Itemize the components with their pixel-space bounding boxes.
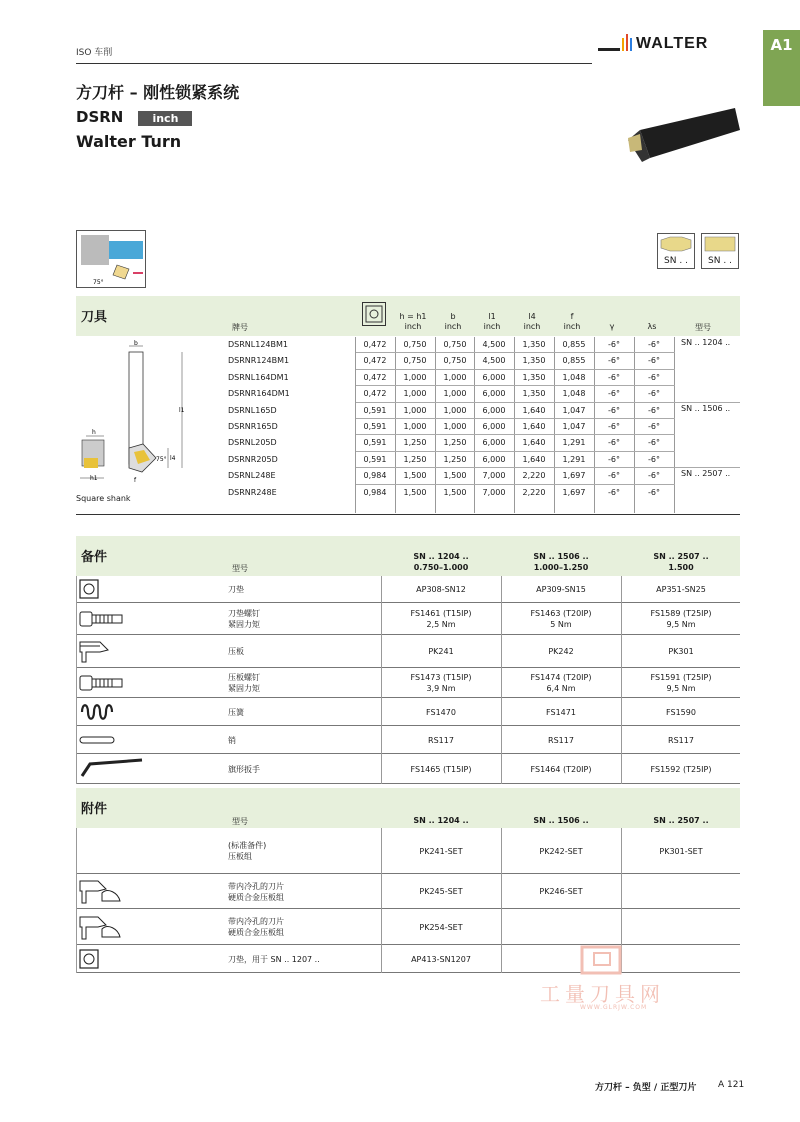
product-family: Walter Turn [76,132,182,151]
part-number-cell: FS1589 (T25IP) 9,5 Nm [650,609,712,629]
clamp-icon-cell [76,635,150,667]
table-row [228,468,731,484]
insert-type-cell: SN .. 1506 .. [681,403,731,413]
spare-part-row [76,668,740,698]
value-cell: 7,000 [482,487,506,497]
part-number-cell: RS117 [668,735,694,745]
svg-text:l4: l4 [170,455,176,462]
col-header-gamma: γ [609,322,615,331]
part-number-cell: RS117 [548,735,574,745]
value-cell: 1,250 [443,454,467,464]
icon-column-divider [76,828,77,973]
insert-icon-label: SN . . [664,256,688,266]
value-cell: -6° [608,405,620,415]
value-cell: 1,350 [522,340,546,349]
drawing-caption: Square shank [76,494,131,503]
value-cell: 0,984 [363,471,387,481]
value-cell: 1,250 [443,438,467,448]
value-cell: -6° [608,487,620,497]
value-cell: 1,500 [403,487,427,497]
table-row [228,419,740,435]
spare-part-row [76,698,740,726]
part-label: 带内冷孔的刀片 硬质合金压板组 [228,881,284,902]
spring-icon-cell [76,698,150,725]
tool-section-label: 刀具 [81,310,108,325]
part-number-cell: FS1463 (T20IP) 5 Nm [530,609,592,629]
table-row [228,370,674,386]
spare-part-row [76,603,740,635]
value-cell: 1,000 [403,372,427,382]
accessories-col-2: SN .. 1506 .. [533,816,589,825]
value-cell: 0,591 [363,405,387,415]
part-number-cell: PK301 [668,647,694,656]
accessory-row [76,945,740,973]
value-cell: 0,750 [443,356,467,366]
clamp-set-icon [78,913,124,941]
value-cell: 1,048 [562,372,586,382]
table-row [228,452,740,468]
col-header-grade: 牌号 [232,323,248,332]
spare-parts-col-2: SN .. 1506 .. 1.000–1.250 [533,552,589,572]
value-cell: 1,697 [562,487,586,497]
value-cell: -6° [648,372,660,382]
drawing-angle: 75° [156,456,167,463]
part-label: 刀垫螺钉 紧固力矩 [228,609,260,629]
part-number-cell: FS1465 (T15IP) [410,764,472,774]
spare-part-row [76,635,740,668]
value-cell: 0,984 [363,487,387,497]
grade-cell: DSRNR124BM1 [228,356,290,366]
part-label: 压板 [228,647,244,656]
accessories-col-1: SN .. 1204 .. [413,816,469,825]
value-cell: 0,472 [363,389,387,399]
column-divider [381,576,382,784]
spare-part-row [76,726,740,754]
tool-dimension-drawing [76,340,224,490]
insert-icon-2 [701,233,739,269]
value-cell: 0,591 [363,454,387,464]
accessories-body [76,828,740,973]
value-cell: 0,472 [363,372,387,382]
value-cell: -6° [648,487,660,497]
value-cell: 1,350 [522,389,546,399]
part-number-cell: AP309-SN15 [536,585,586,594]
column-divider [501,828,502,973]
tool-table-headers [228,310,740,336]
grade-cell: DSRNL248E [228,471,276,481]
accessory-row [76,874,740,909]
watermark-logo [580,945,624,975]
value-cell: 1,000 [403,405,427,415]
spare-parts-section-label: 备件 [81,550,108,565]
value-cell: 1,640 [522,454,546,464]
col-header-l4: l4 inch [523,312,541,331]
table-row [228,485,740,501]
col-header-f: f inch [563,312,581,331]
value-cell: -6° [608,356,620,366]
col-header-b: b inch [444,312,462,331]
unit-badge: inch [138,111,192,126]
spare-parts-type-label: 型号 [232,564,248,573]
value-cell: 1,500 [443,487,467,497]
screw-icon-cell [76,668,150,697]
clamp-icon [78,638,114,664]
value-cell: 1,048 [562,389,586,399]
accessories-section-label: 附件 [81,802,108,817]
part-number-cell: FS1473 (T15IP) 3,9 Nm [410,673,472,693]
value-cell: 6,000 [482,405,506,415]
value-cell: -6° [648,356,660,366]
part-label: 压板螺钉 紧固力矩 [228,673,260,693]
shim-icon [78,948,100,970]
part-number-cell: PK246-SET [539,887,583,896]
part-number-cell: AP351-SN25 [656,585,706,594]
tool-photo [620,100,745,175]
screw-icon-cell [76,603,150,634]
part-label: 压簧 [228,707,244,717]
watermark-text: 工量刀具网 [540,982,665,1006]
tool-drawing [76,340,224,503]
grade-cell: DSRNL165D [228,405,277,415]
value-cell: 0,591 [363,422,387,431]
insert-type-cell: SN .. 1204 .. [681,338,731,347]
col-header-l1: l1 inch [483,312,501,331]
grade-cell: DSRNR165D [228,422,278,431]
value-cell: 6,000 [482,389,506,399]
value-cell: 1,500 [403,471,427,481]
value-cell: 0,855 [562,340,586,349]
watermark-url: WWW.GLRJW.COM [580,1004,648,1011]
value-cell: 1,250 [403,438,427,448]
value-cell: -6° [608,372,620,382]
grade-cell: DSRNL205D [228,438,277,448]
value-cell: 0,750 [403,356,427,366]
insert-icon-1 [657,233,695,269]
value-cell: -6° [648,438,660,448]
pin-icon [78,734,118,746]
spare-parts-col-3: SN .. 2507 .. 1.500 [653,552,709,572]
value-cell: 1,500 [443,471,467,481]
value-cell: -6° [608,471,620,481]
accessories-header-band [76,788,740,828]
value-cell: 1,697 [562,471,586,481]
wrench-icon-cell [76,754,150,783]
walter-logo-text: WALTER [636,35,709,52]
part-number-cell: PK242 [548,647,574,656]
tool-table-bottom-rule [76,514,740,515]
value-cell: -6° [608,422,620,431]
spare-parts-header-band [76,536,740,576]
value-cell: 0,750 [403,340,427,349]
pin-icon-cell [76,726,150,753]
value-cell: -6° [648,422,660,431]
column-divider [501,576,502,784]
part-number-cell: FS1590 [666,707,696,717]
part-number-cell: FS1470 [426,707,456,717]
value-cell: 0,472 [363,340,387,349]
part-number-cell: FS1471 [546,707,576,717]
value-cell: 6,000 [482,422,506,431]
value-cell: 1,350 [522,372,546,382]
value-cell: 2,220 [522,471,546,481]
page-number: A 121 [718,1080,745,1090]
value-cell: 0,472 [363,356,387,366]
product-code-line [76,107,192,126]
table-row [228,337,731,353]
insert-shape-icon [658,234,694,252]
value-cell: -6° [608,438,620,448]
turning-diagram [77,231,145,287]
section-label: ISO 车削 [76,48,113,58]
part-number-cell: PK241 [428,647,454,656]
walter-logo [598,34,740,56]
chapter-tab: A1 [763,30,800,106]
value-cell: 1,291 [562,438,586,448]
clamp-set-icon [78,877,124,905]
column-divider [621,576,622,784]
grade-cell: DSRNR248E [228,487,277,497]
value-cell: 6,000 [482,454,506,464]
diagram-angle: 75° [93,279,104,286]
value-cell: 1,000 [403,422,427,431]
spring-icon [78,701,118,723]
tool-table-body [228,337,740,515]
value-cell: 6,000 [482,438,506,448]
application-diagram [76,230,146,288]
value-cell: 1,291 [562,454,586,464]
spare-part-row [76,754,740,784]
value-cell: 1,640 [522,438,546,448]
value-cell: 0,591 [363,438,387,448]
grade-cell: DSRNR164DM1 [228,389,290,399]
svg-text:b: b [134,340,138,347]
svg-text:h1: h1 [90,475,98,482]
part-number-cell: PK245-SET [419,887,463,896]
value-cell: 4,500 [482,356,506,366]
clampset-icon-cell [76,874,150,908]
value-cell: 1,640 [522,405,546,415]
column-divider [381,828,382,973]
icon-column-divider [76,576,77,784]
clampset-icon-cell [76,909,150,944]
grade-cell: DSRNR205D [228,454,278,464]
shim-icon [78,578,100,600]
value-cell: -6° [648,405,660,415]
value-cell: 1,047 [562,422,586,431]
part-label: 销 [228,735,236,745]
shim-icon-cell [76,576,150,602]
part-number-cell: FS1461 (T15IP) 2,5 Nm [410,609,472,629]
page-title: 方刀杆 – 刚性锁紧系统 [76,83,240,102]
part-number-cell: FS1474 (T20IP) 6,4 Nm [530,673,592,693]
value-cell: 1,000 [443,372,467,382]
accessories-col-3: SN .. 2507 .. [653,816,709,825]
insert-type-cell: SN .. 2507 .. [681,469,731,479]
svg-text:h: h [92,429,96,436]
spare-parts-col-1: SN .. 1204 .. 0.750–1.000 [413,552,469,572]
spare-parts-body [76,576,740,781]
product-code: DSRN [76,108,124,126]
value-cell: 1,000 [403,389,427,399]
grade-cell: DSRNL124BM1 [228,340,288,349]
table-row [228,403,731,419]
value-cell: 6,000 [482,372,506,382]
value-cell: -6° [608,454,620,464]
value-cell: 1,000 [443,405,467,415]
part-number-cell: AP308-SN12 [416,585,466,594]
part-label: (标准备件) 压板组 [228,841,267,861]
table-row [228,435,674,451]
insert-icon-label: SN . . [708,256,732,266]
value-cell: 4,500 [482,340,506,349]
value-cell: 2,220 [522,487,546,497]
value-cell: -6° [648,340,660,349]
value-cell: 1,250 [403,454,427,464]
part-number-cell: FS1592 (T25IP) [650,764,712,774]
part-label: 刀垫，用于 SN .. 1207 .. [228,954,320,964]
value-cell: 1,350 [522,356,546,366]
part-label: 带内冷孔的刀片 硬质合金压板组 [228,917,284,937]
insert-shape-icon [702,234,738,252]
value-cell: -6° [648,389,660,399]
part-number-cell: FS1591 (T25IP) 9,5 Nm [650,673,712,693]
screw-icon [78,608,126,630]
col-header-lambda: λs [647,322,657,331]
value-cell: -6° [648,454,660,464]
value-cell: 1,640 [522,422,546,431]
value-cell: 1,000 [443,389,467,399]
svg-text:l1: l1 [179,407,185,414]
value-cell: 0,750 [443,340,467,349]
tool-holder-image [620,100,745,175]
part-label: 旗形扳手 [228,764,260,774]
col-header-h: h = h1 inch [399,312,427,331]
value-cell: -6° [648,471,660,481]
part-number-cell: PK254-SET [419,922,463,932]
shim-icon-cell [76,945,150,972]
part-number-cell: PK301-SET [659,846,703,856]
wrench-icon [78,756,148,782]
part-number-cell: PK242-SET [539,846,583,856]
grade-cell: DSRNL164DM1 [228,372,289,382]
value-cell: 7,000 [482,471,506,481]
part-number-cell: AP413-SN1207 [411,954,471,964]
table-row [228,353,740,369]
value-cell: -6° [608,340,620,349]
screw-icon [78,672,126,694]
accessory-row [76,828,740,874]
spare-part-row [76,576,740,603]
value-cell: 0,855 [562,356,586,366]
table-row [228,386,740,402]
header-rule [76,63,592,64]
part-label: 刀垫 [228,585,244,594]
col-header-type: 型号 [695,323,711,332]
part-number-cell: PK241-SET [419,846,463,856]
value-cell: -6° [608,389,620,399]
value-cell: 1,047 [562,405,586,415]
accessory-row [76,909,740,945]
part-number-cell: FS1464 (T20IP) [530,764,592,774]
svg-text:f: f [134,477,137,484]
part-number-cell: RS117 [428,735,454,745]
footer-title: 方刀杆 – 负型 / 正型刀片 [595,1083,697,1093]
value-cell: 1,000 [443,422,467,431]
accessories-type-label: 型号 [232,817,248,826]
